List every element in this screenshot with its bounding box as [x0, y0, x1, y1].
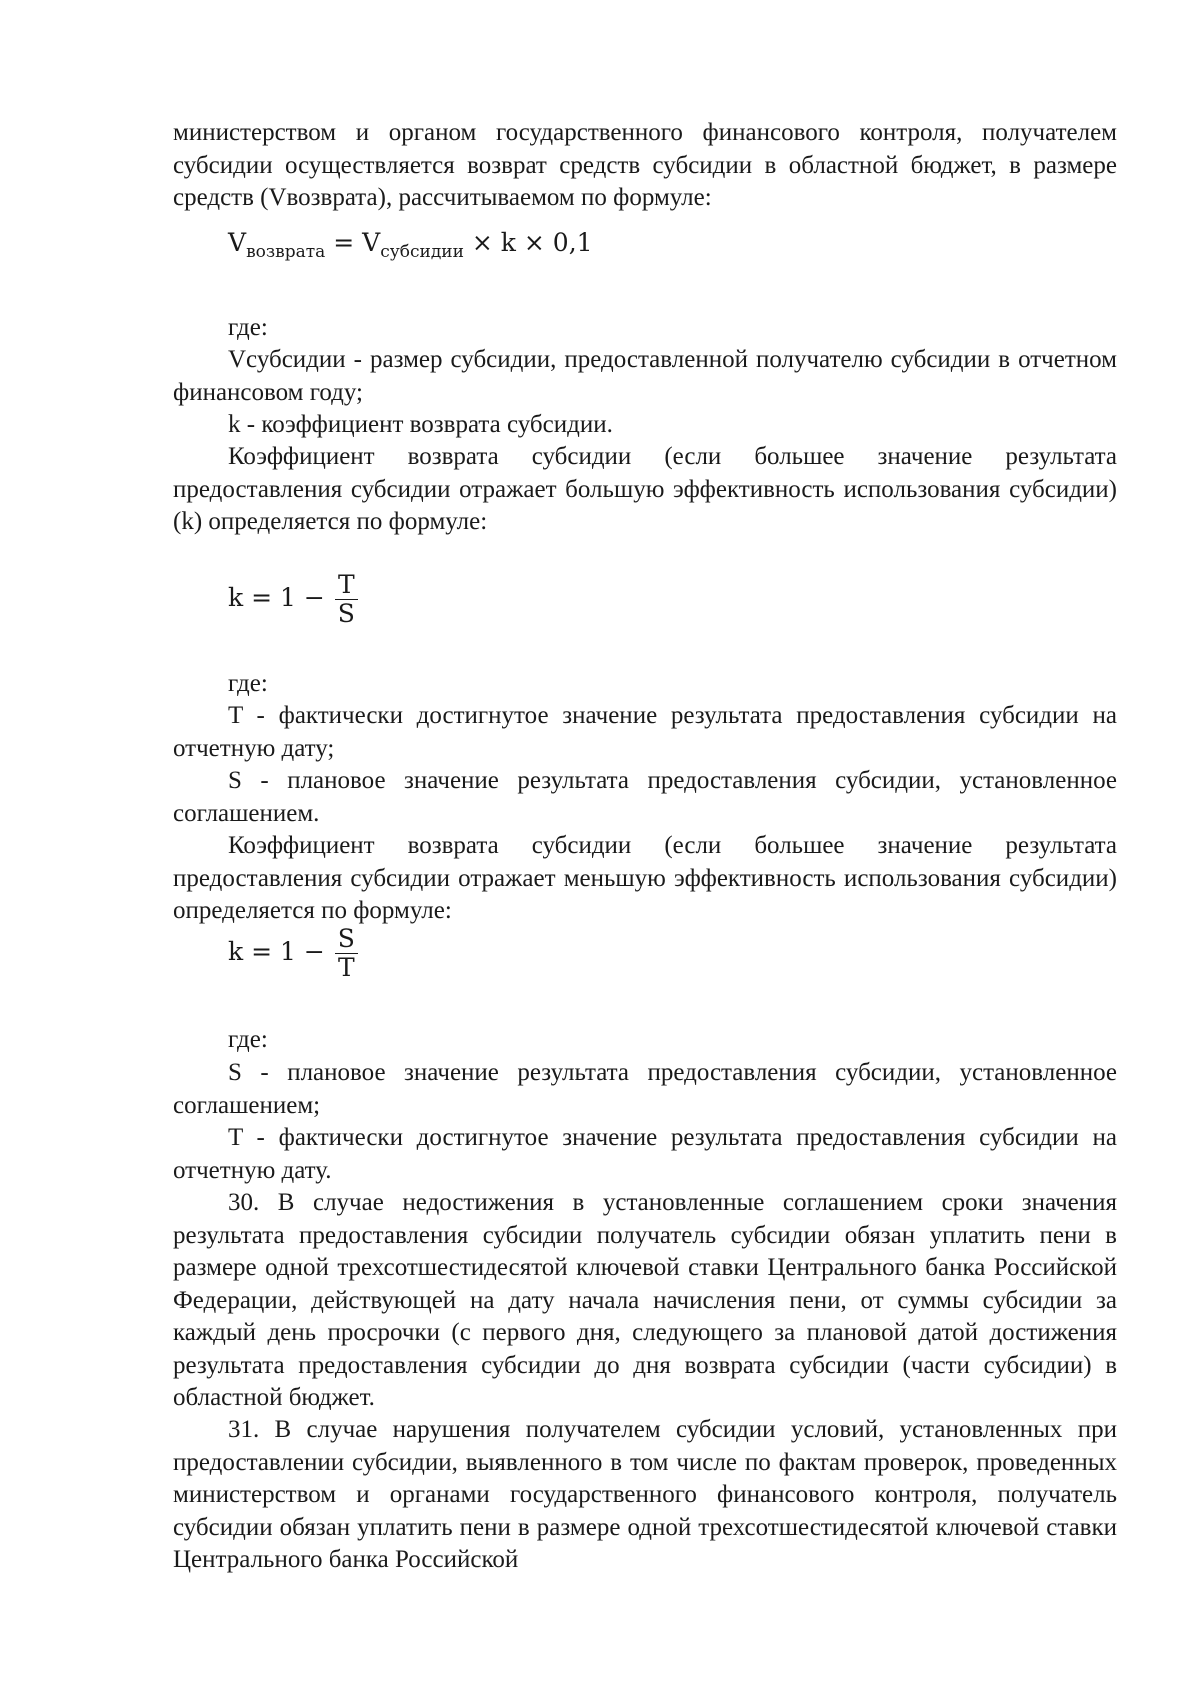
definition-vsubsidii: Vсубсидии - размер субсидии, предоставленной получателю субсидии в отчетном финансовом году;: [173, 346, 1117, 406]
definition-S-1: S - плановое значение результата предоставления субсидии, установленное соглашением.: [173, 767, 1117, 827]
fraction-denominator: S: [337, 599, 355, 628]
formula-k-eq: = 1 −: [251, 937, 325, 966]
formula-rhs: V: [362, 228, 381, 257]
definition-T-1: T - фактически достигнутое значение результата предоставления субсидии на отчетную дату;: [173, 702, 1117, 762]
where-label-3: где:: [228, 1026, 268, 1053]
formula-k-lhs: k: [228, 583, 244, 612]
definition-k: k - коэффициент возврата субсидии.: [228, 411, 613, 438]
paragraph-30: 30. В случае недостижения в установленные соглашением сроки значения результата предоставления субсидии получатель субсидии обязан уплатить пени в размере одной трехсотшестидесятой ключевой ставки Центрального банка Российской Федерации, действующей на дату начала начисления пени, от суммы субсидии за каждый день просрочки (с первого дня, следующего за плановой датой достижения результата предоставления субсидии до дня возврата субсидии (части субсидии) в областной бюджет.: [173, 1189, 1117, 1411]
where-label-2: где:: [228, 670, 268, 697]
formula-k-2: [228, 925, 358, 982]
formula-k-eq: = 1 −: [251, 583, 325, 612]
formula-rhs-subscript: субсидии: [380, 242, 464, 262]
formula-lhs: V: [228, 228, 247, 257]
fraction-numerator: S: [337, 924, 355, 953]
formula-k-1: [228, 571, 358, 628]
definition-T-2: T - фактически достигнутое значение результата предоставления субсидии на отчетную дату.: [173, 1124, 1117, 1184]
formula-vozvrata: [228, 228, 593, 262]
paragraph-coefficient-2: Коэффициент возврата субсидии (если большее значение результата предоставления субсидии отражает меньшую эффективность использования субсидии) определяется по формуле:: [173, 832, 1117, 924]
paragraph-31: 31. В случае нарушения получателем субсидии условий, установленных при предоставлении субсидии, выявленного в том числе по фактам проверок, проведенных министерством и органами государственного финансового контроля, получатель субсидии обязан уплатить пени в размере одной трехсотшестидесятой ключевой ставки Центрального банка Российской: [173, 1416, 1117, 1573]
formula-k-lhs: k: [228, 937, 244, 966]
formula-equals: =: [333, 228, 355, 257]
fraction: [335, 571, 358, 628]
fraction-denominator: T: [337, 953, 355, 982]
where-label-1: где:: [228, 314, 268, 341]
fraction-numerator: T: [337, 570, 355, 599]
formula-lhs-subscript: возврата: [246, 242, 326, 262]
paragraph-intro: министерством и органом государственного финансового контроля, получателем субсидии осуществляется возврат средств субсидии в областной бюджет, в размере средств (Vвозврата), рассчитываемом по формуле:: [173, 119, 1117, 211]
definition-S-2: S - плановое значение результата предоставления субсидии, установленное соглашением;: [173, 1059, 1117, 1119]
fraction: [335, 925, 358, 982]
formula-tail: × k × 0,1: [471, 228, 593, 257]
paragraph-coefficient-1: Коэффициент возврата субсидии (если большее значение результата предоставления субсидии отражает большую эффективность использования субсидии) (k) определяется по формуле:: [173, 443, 1117, 535]
